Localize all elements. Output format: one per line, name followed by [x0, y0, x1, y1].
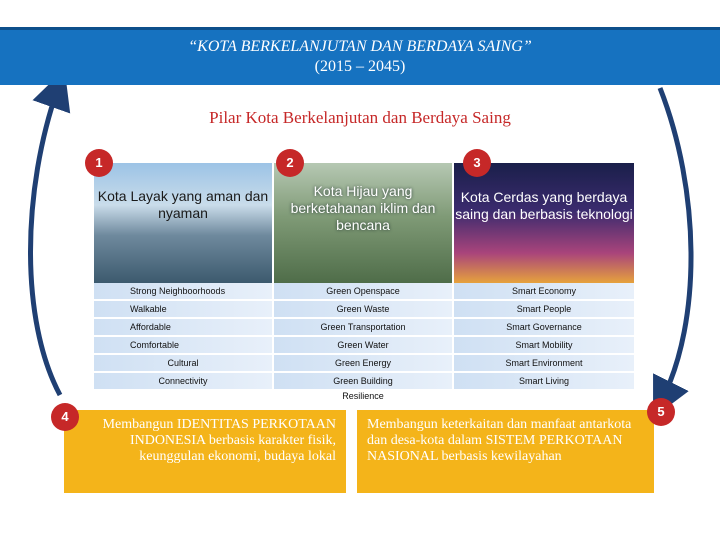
identity-box: Membangun IDENTITAS PERKOTAAN INDONESIA berbasis karakter fisik, keunggulan ekonomi, budaya lokal — [64, 410, 346, 493]
box-4-badge: 4 — [51, 403, 79, 431]
list-item: Green Waste — [274, 301, 452, 317]
pillar-3-items — [454, 283, 634, 391]
list-item: Smart Environment — [454, 355, 634, 371]
list-item: Green Openspace — [274, 283, 452, 299]
right-arrow — [660, 88, 691, 400]
pillar-2-photo — [274, 163, 452, 283]
pillar-1-photo — [94, 163, 272, 283]
pillar-2-items — [274, 283, 452, 391]
list-item: Smart Economy — [454, 283, 634, 299]
list-item: Connectivity — [94, 373, 272, 389]
left-arrow — [31, 88, 61, 395]
pillar-1-items — [94, 283, 272, 391]
pillar-1-caption: Kota Layak yang aman dan nyaman — [97, 188, 269, 221]
list-item: Comfortable — [94, 337, 272, 353]
list-item: Cultural — [94, 355, 272, 371]
period-label: (2015 – 2045) — [314, 58, 406, 75]
pillar-3-badge: 3 — [463, 149, 491, 177]
linkage-box: Membangun keterkaitan dan manfaat antarkota dan desa-kota dalam SISTEM PERKOTAAN NASIONAL berbasis kewilayahan — [357, 410, 654, 493]
pillars-heading: Pilar Kota Berkelanjutan dan Berdaya Saing — [209, 108, 511, 127]
list-item: Green Transportation — [274, 319, 452, 335]
pillar-3-caption: Kota Cerdas yang berdaya saing dan berbasis teknologi — [455, 189, 633, 222]
pillar-3-photo — [454, 163, 634, 283]
list-item: Smart Mobility — [454, 337, 634, 353]
main-title: “KOTA BERKELANJUTAN DAN BERDAYA SAING” — [188, 38, 532, 55]
list-item: Green Energy — [274, 355, 452, 371]
list-item: Smart People — [454, 301, 634, 317]
pillar-2-caption: Kota Hijau yang berketahanan iklim dan bencana — [290, 183, 436, 233]
box-5-badge: 5 — [647, 398, 675, 426]
pillar-1-badge: 1 — [85, 149, 113, 177]
list-item: Smart Governance — [454, 319, 634, 335]
list-item: Strong Neighboorhoods — [94, 283, 272, 299]
list-item: Green Water — [274, 337, 452, 353]
list-item: Green Building — [274, 373, 452, 389]
list-item: Affordable — [94, 319, 272, 335]
list-item-resilience: Resilience — [342, 391, 384, 401]
list-item: Walkable — [94, 301, 272, 317]
pillar-2-badge: 2 — [276, 149, 304, 177]
title-banner — [0, 27, 720, 85]
list-item: Smart Living — [454, 373, 634, 389]
